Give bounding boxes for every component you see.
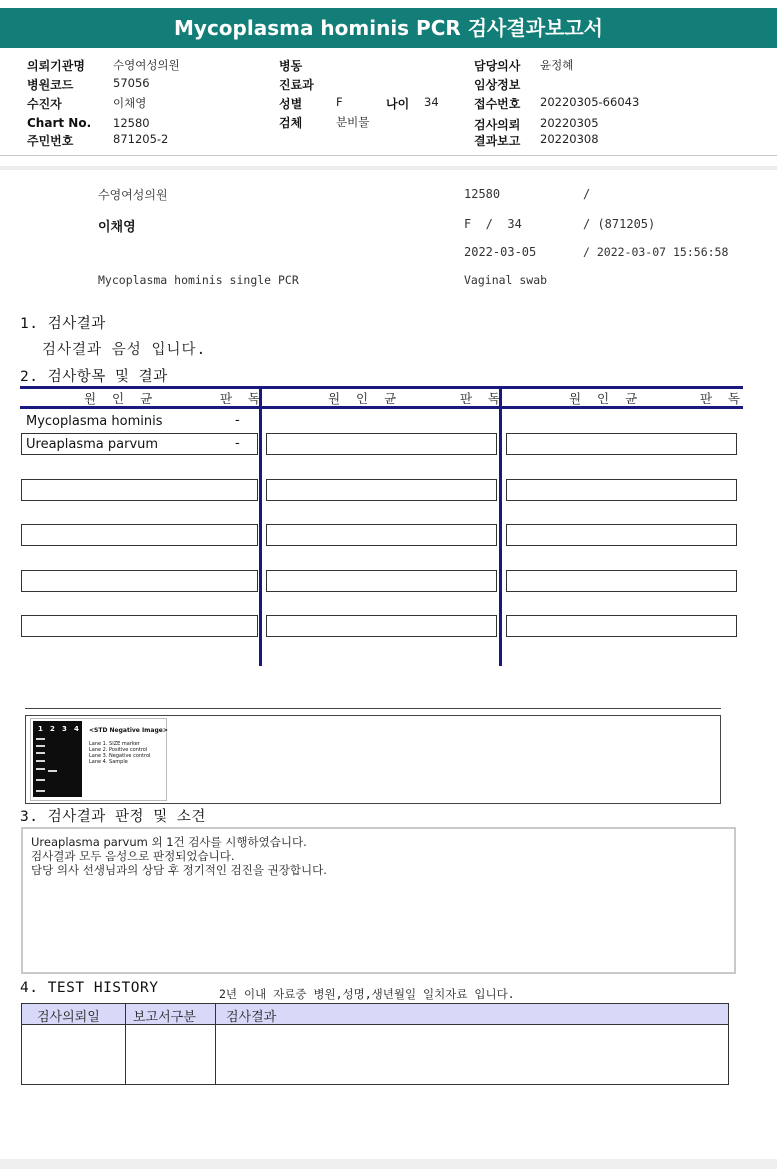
header-label: Chart No. xyxy=(27,116,92,130)
specimen: Vaginal swab xyxy=(464,273,548,287)
header-value: 871205-2 xyxy=(113,132,169,146)
report-title: Mycoplasma hominis PCR 검사결과보고서 xyxy=(174,16,603,40)
table-cell xyxy=(266,524,497,546)
marker-band xyxy=(36,790,45,792)
header-value: 윤정혜 xyxy=(540,58,574,72)
header-value: 20220305 xyxy=(540,116,599,130)
header-value: 분비물 xyxy=(336,115,370,129)
table-cell xyxy=(21,524,258,546)
patient-chart-sep: / xyxy=(583,187,591,201)
header-label: 임상정보 xyxy=(474,78,521,92)
header-label: 의뢰기관명 xyxy=(27,59,85,73)
gel-legend-line: Lane 1. SIZE marker xyxy=(89,741,140,747)
header-value: 20220305-66043 xyxy=(540,95,640,109)
patient-sex-age: F / 34 xyxy=(464,217,522,231)
section1-heading: 1. 검사결과 xyxy=(20,316,106,332)
history-table-header xyxy=(21,1003,729,1025)
header-value: 20220308 xyxy=(540,132,599,146)
comment-line: 담당 의사 선생님과의 상담 후 정기적인 검진을 권장합니다. xyxy=(31,863,327,877)
marker-band xyxy=(36,738,45,740)
header-label: 담당의사 xyxy=(474,59,521,73)
history-col-header: 검사결과 xyxy=(226,1010,277,1025)
col-organism-header: 원 인 균 xyxy=(569,391,644,406)
lane-number: 1 xyxy=(38,725,43,733)
header-label: 검체 xyxy=(279,116,303,130)
marker-band xyxy=(36,745,45,747)
table-cell xyxy=(266,615,497,637)
report-datetime: / 2022-03-07 15:56:58 xyxy=(583,245,729,259)
header-label: 결과보고 xyxy=(474,134,521,148)
gel-legend-line: Lane 3. Negative control xyxy=(89,753,151,759)
history-col-header: 검사의뢰일 xyxy=(37,1010,100,1025)
history-col-header: 보고서구분 xyxy=(133,1010,196,1025)
header-label: 검사의뢰 xyxy=(474,118,521,132)
header-label: 수진자 xyxy=(27,97,62,111)
marker-band xyxy=(36,752,45,754)
header-label: 주민번호 xyxy=(27,134,74,148)
patient-clinic: 수영여성의원 xyxy=(98,188,168,202)
gel-image xyxy=(33,721,82,797)
marker-band xyxy=(36,768,45,770)
organism-name: Mycoplasma hominis xyxy=(26,414,163,429)
section2-heading: 2. 검사항목 및 결과 xyxy=(20,369,168,385)
table-cell xyxy=(21,479,258,501)
table-cell xyxy=(266,433,497,455)
gel-legend-line: Lane 4. Sample xyxy=(89,759,128,765)
lane-number: 3 xyxy=(62,725,67,733)
history-col-divider xyxy=(215,1003,216,1085)
age-value: 34 xyxy=(424,95,439,109)
header-value: 57056 xyxy=(113,76,150,90)
section1-result: 검사결과 음성 입니다. xyxy=(42,342,207,358)
organism-result: - xyxy=(235,413,240,428)
gel-legend-line: Lane 2. Positive control xyxy=(89,747,148,753)
lane-number: 2 xyxy=(50,725,55,733)
marker-band xyxy=(36,779,45,781)
header-label: 성별 xyxy=(279,97,303,111)
table-cell xyxy=(21,570,258,592)
gel-legend-title: <STD Negative Image> xyxy=(89,727,168,734)
header-value: 이채영 xyxy=(113,96,147,110)
positive-band xyxy=(48,770,57,772)
header-label: 병원코드 xyxy=(27,78,74,92)
table-cell xyxy=(506,570,737,592)
lane-number: 4 xyxy=(74,725,79,733)
patient-chart-no: 12580 xyxy=(464,187,501,201)
header-divider-band xyxy=(0,166,777,170)
table-cell xyxy=(266,570,497,592)
header-divider xyxy=(0,155,777,156)
history-col-divider xyxy=(125,1003,126,1085)
table-divider xyxy=(259,386,262,666)
footer-band xyxy=(0,1159,777,1169)
col-organism-header: 원 인 균 xyxy=(328,391,403,406)
section4-heading: 4. TEST HISTORY xyxy=(20,980,159,996)
age-label: 나이 xyxy=(386,97,410,111)
table-divider xyxy=(499,386,502,666)
table-cell xyxy=(506,433,737,455)
header-value: 12580 xyxy=(113,116,150,130)
table-cell xyxy=(266,479,497,501)
col-reading-header: 판 독 xyxy=(220,391,267,406)
request-date: 2022-03-05 xyxy=(464,245,537,259)
header-value: 수영여성의원 xyxy=(113,58,180,72)
patient-birth: / (871205) xyxy=(583,217,656,231)
table-cell xyxy=(506,524,737,546)
image-divider xyxy=(25,708,721,709)
header-label: 병동 xyxy=(279,59,303,73)
history-note: 2년 이내 자료중 병원,성명,생년월일 일치자료 입니다. xyxy=(219,987,515,1001)
history-table-body xyxy=(21,1025,729,1085)
table-cell xyxy=(506,479,737,501)
organism-name: Ureaplasma parvum xyxy=(26,437,159,452)
table-cell xyxy=(21,615,258,637)
header-label: 진료과 xyxy=(279,78,314,92)
comment-line: 검사결과 모두 음성으로 판정되었습니다. xyxy=(31,849,235,863)
col-reading-header: 판 독 xyxy=(700,391,747,406)
comment-line: Ureaplasma parvum 외 1건 검사를 시행하였습니다. xyxy=(31,835,307,849)
col-organism-header: 원 인 균 xyxy=(84,391,159,406)
section3-heading: 3. 검사결과 판정 및 소견 xyxy=(20,809,206,825)
table-cell xyxy=(506,615,737,637)
header-value: F xyxy=(336,95,343,109)
patient-name: 이채영 xyxy=(98,220,136,235)
marker-band xyxy=(36,760,45,762)
header-label: 접수번호 xyxy=(474,97,521,111)
organism-result: - xyxy=(235,436,240,451)
test-name: Mycoplasma hominis single PCR xyxy=(98,273,299,287)
col-reading-header: 판 독 xyxy=(460,391,507,406)
